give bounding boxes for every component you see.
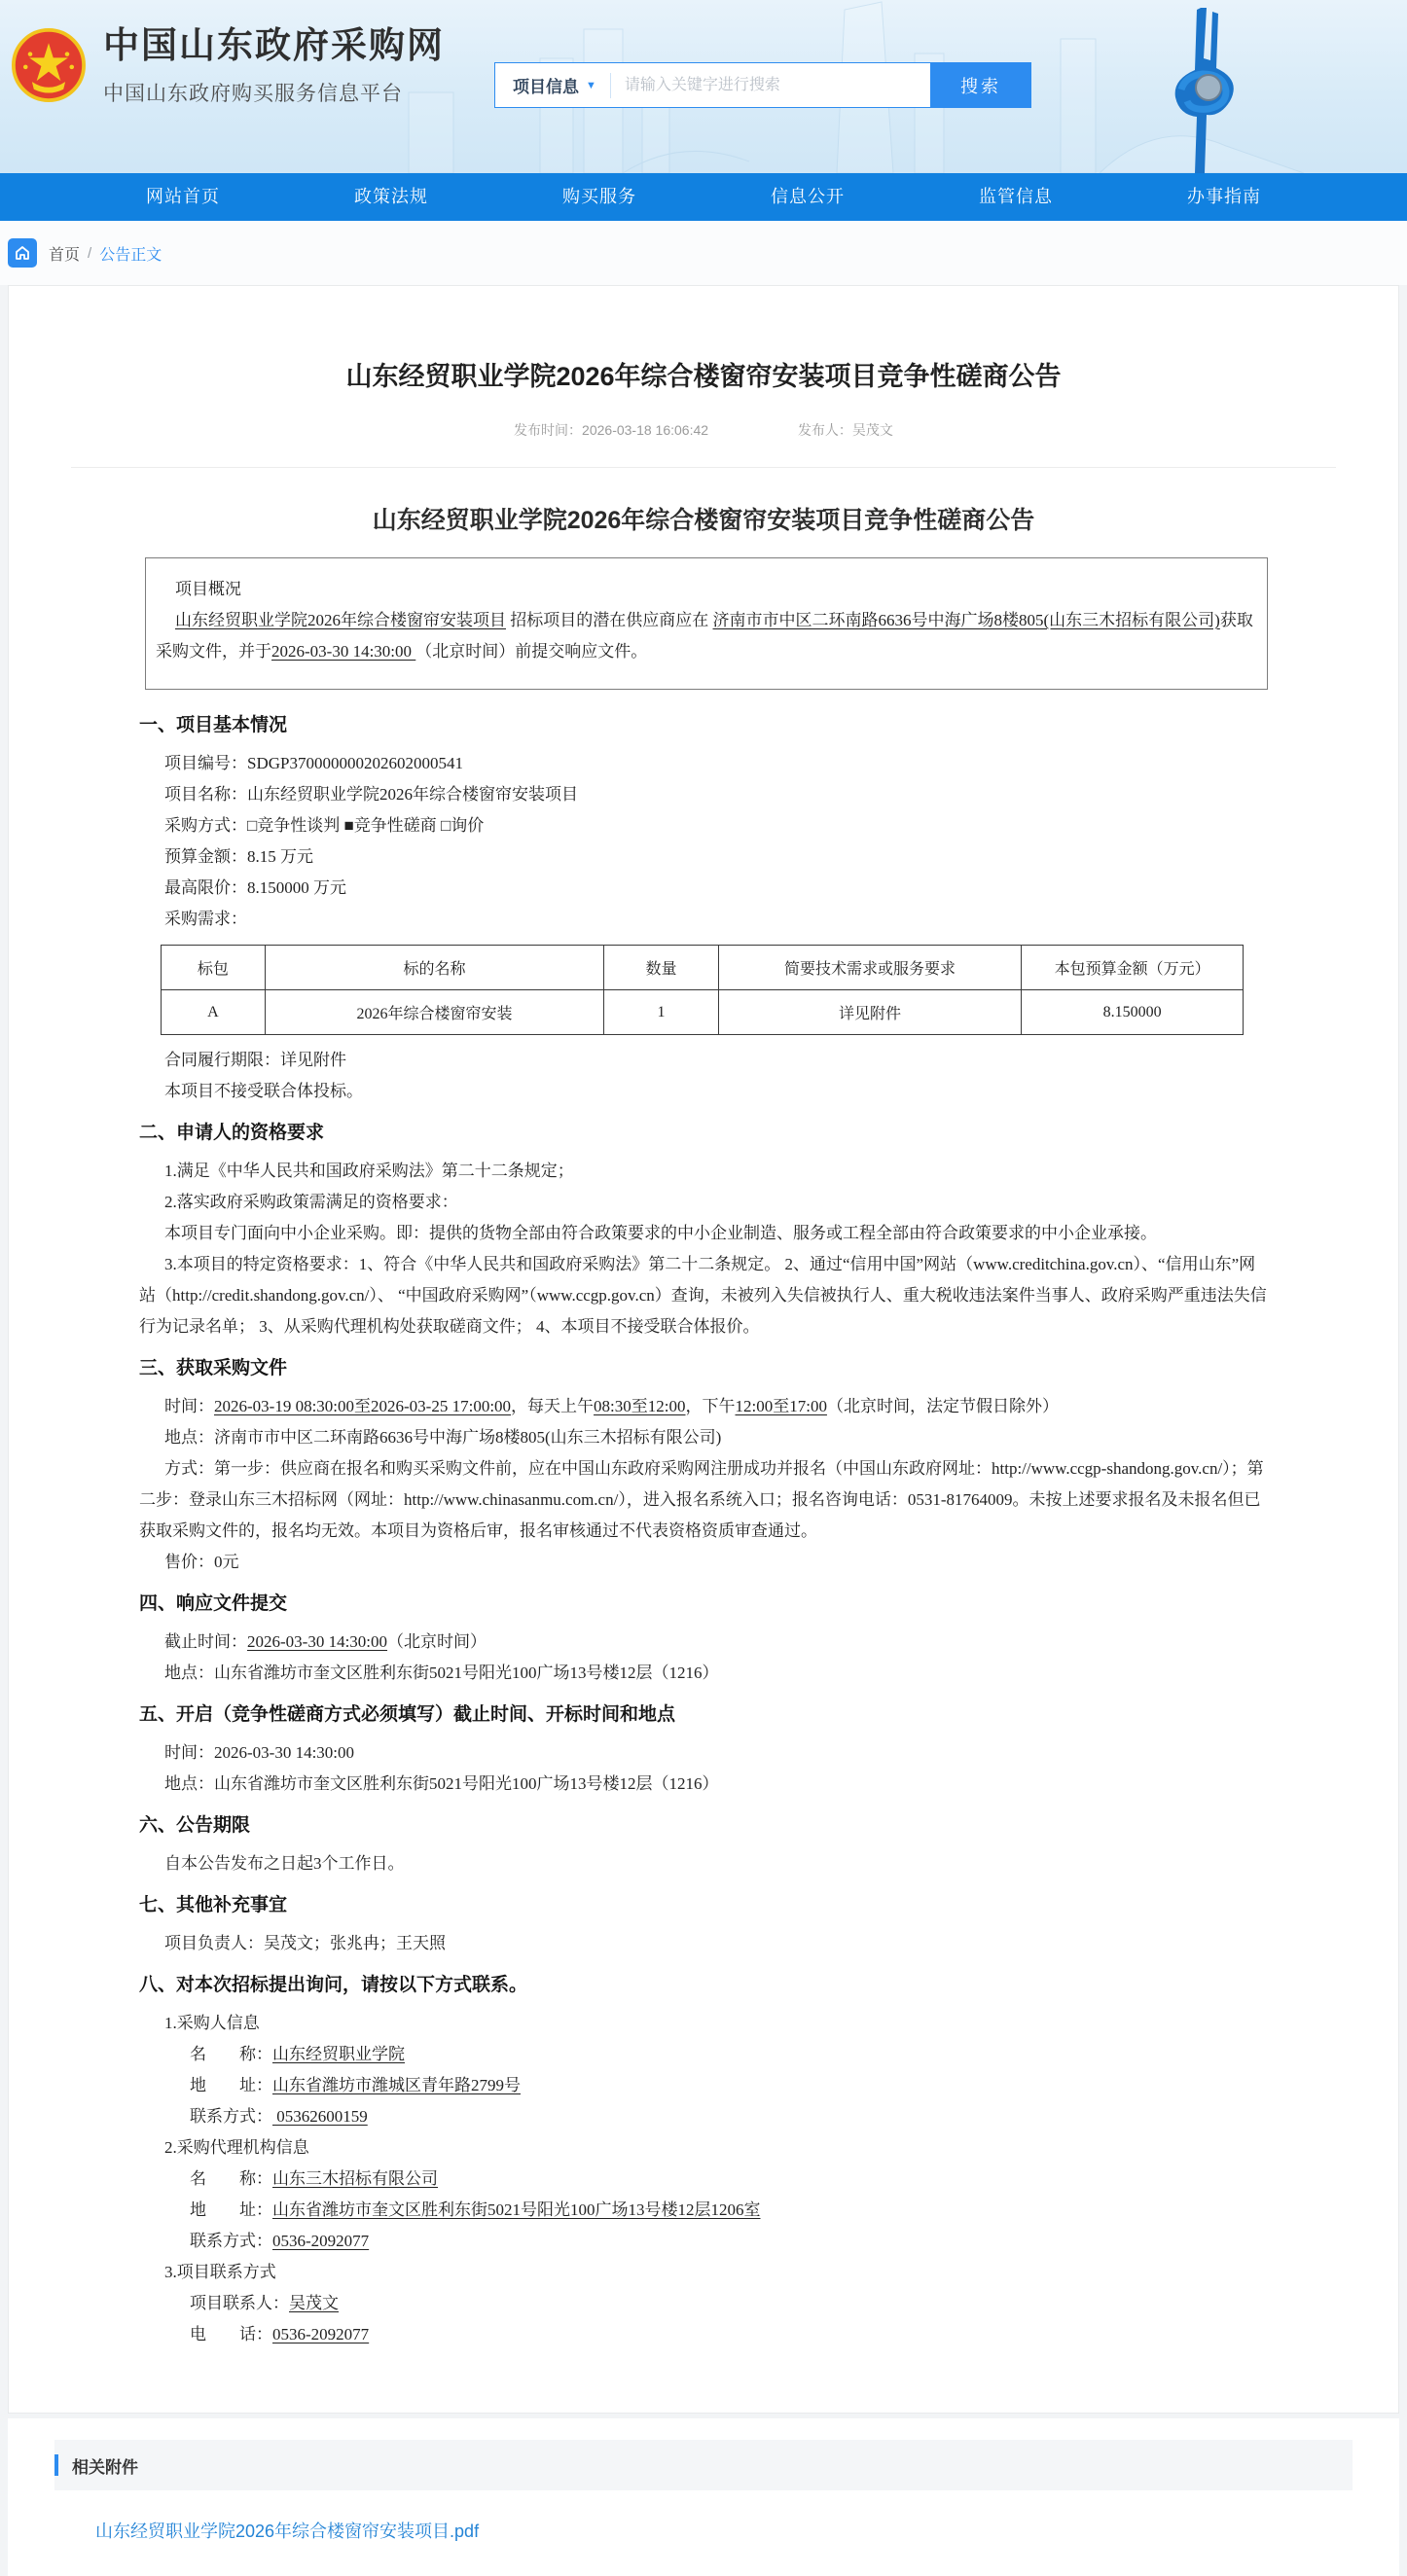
search-category-label: 项目信息 — [513, 78, 579, 96]
doc-paragraph: 2.采购代理机构信息 — [164, 2138, 309, 2158]
doc-paragraph: 地 址：山东省潍坊市潍城区青年路2799号 — [190, 2076, 521, 2095]
accent-bar — [54, 2454, 58, 2476]
doc-paragraph: 1.采购人信息 — [164, 2014, 260, 2033]
publish-time: 发布时间：2026-03-18 16:06:42 — [514, 422, 709, 439]
doc-paragraph: 名 称：山东经贸职业学院 — [190, 2045, 405, 2064]
breadcrumb-current[interactable]: 公告正文 — [99, 246, 162, 264]
doc-paragraph: 联系方式：0536-2092077 — [190, 2232, 370, 2251]
doc-paragraph: 地点：山东省潍坊市奎文区胜利东街5021号阳光100广场13号楼12层（1216） — [164, 1664, 719, 1683]
doc-paragraph: 地点：济南市市中区二环南路6636号中海广场8楼805(山东三木招标有限公司) — [164, 1428, 722, 1448]
national-emblem-icon — [12, 28, 86, 102]
doc-paragraph: 联系方式： 05362600159 — [190, 2107, 368, 2127]
document-title: 山东经贸职业学院2026年综合楼窗帘安装项目竞争性磋商公告 — [372, 507, 1035, 535]
site-title: 中国山东政府采购网 — [103, 25, 445, 65]
announcement-panel — [8, 285, 1399, 2414]
doc-paragraph: 地点：山东省潍坊市奎文区胜利东街5021号阳光100广场13号楼12层（1216） — [164, 1774, 719, 1794]
nav-item-guide[interactable]: 办事指南 — [1187, 187, 1261, 206]
section-heading: 六、公告期限 — [139, 1815, 251, 1837]
search-box — [494, 62, 1031, 108]
home-icon[interactable] — [8, 238, 37, 268]
main-nav — [0, 173, 1407, 221]
doc-paragraph: 项目负责人：吴茂文；张兆冉；王天照 — [164, 1934, 446, 1953]
doc-paragraph: 地 址：山东省潍坊市奎文区胜利东街5021号阳光100广场13号楼12层1206室 — [190, 2200, 761, 2220]
lots-cell: 1 — [604, 990, 718, 1035]
document-body — [139, 703, 1268, 2350]
publish-info — [9, 420, 1398, 440]
chevron-down-icon: ▼ — [586, 79, 596, 91]
search-button[interactable]: 搜索 — [930, 62, 1031, 108]
table-row — [162, 990, 1244, 1035]
section-heading: 八、对本次招标提出询问，请按以下方式联系。 — [139, 1975, 528, 1996]
doc-paragraph: 截止时间：2026-03-30 14:30:00（北京时间） — [164, 1632, 487, 1652]
lots-header-cell: 简要技术需求或服务要求 — [718, 946, 1022, 990]
lots-header-cell: 标包 — [162, 946, 266, 990]
doc-paragraph: 时间：2026-03-19 08:30:00至2026-03-25 17:00:00，每天上午08:30至12:00，下午12:00至17:00（北京时间，法定节假日除外） — [164, 1397, 1059, 1416]
lots-cell: 详见附件 — [718, 990, 1022, 1035]
doc-paragraph: 方式：第一步：供应商在报名和购买采购文件前，应在中国山东政府采购网注册成功并报名（中国山东政府网址：http://www.ccgp-shandong.gov.cn/）；第二步：登录山东三木招标网（网址：http://www.chinasanmu.com.cn/），进入报名系统入口；报名咨询电话：0531-81764009。未按上述要求报名及未报名但已获取采购文件的，报名均无效。本项目为资格后审，报名审核通过不代表资格资质审查通过。 — [139, 1459, 1264, 1541]
attachments-title: 相关附件 — [72, 2457, 138, 2477]
attachment-pdf-link[interactable]: 山东经贸职业学院2026年综合楼窗帘安装项目.pdf — [95, 2522, 480, 2542]
doc-paragraph: 采购需求： — [164, 910, 247, 929]
section-heading: 四、响应文件提交 — [139, 1593, 288, 1615]
nav-item-info-disclosure[interactable]: 信息公开 — [771, 187, 845, 206]
overview-paragraph: 山东经贸职业学院2026年综合楼窗帘安装项目 招标项目的潜在供应商应在 济南市市中区二环南路6636号中海广场8楼805(山东三木招标有限公司)获取采购文件，并于2026-03-30 14:30:00 （北京时间）前提交响应文件。 — [156, 611, 1253, 662]
section-heading: 一、项目基本情况 — [139, 715, 288, 736]
site-logo[interactable] — [12, 23, 445, 107]
lots-header-cell: 本包预算金额（万元） — [1022, 946, 1244, 990]
doc-paragraph: 3.项目联系方式 — [164, 2263, 276, 2282]
doc-paragraph: 合同履行期限：详见附件 — [164, 1051, 346, 1070]
doc-paragraph: 采购方式：□竞争性谈判 ■竞争性磋商 □询价 — [164, 816, 485, 836]
doc-paragraph: 电 话：0536-2092077 — [190, 2325, 370, 2344]
project-overview-box — [145, 557, 1268, 690]
doc-paragraph: 2.落实政府采购政策需满足的资格要求： — [164, 1193, 458, 1212]
lots-cell: 2026年综合楼窗帘安装 — [265, 990, 603, 1035]
nav-item-policies[interactable]: 政策法规 — [354, 187, 428, 206]
section-heading: 三、获取采购文件 — [139, 1358, 288, 1379]
nav-item-home[interactable]: 网站首页 — [146, 187, 220, 206]
page-title: 山东经贸职业学院2026年综合楼窗帘安装项目竞争性磋商公告 — [345, 362, 1062, 392]
doc-paragraph: 1.满足《中华人民共和国政府采购法》第二十二条规定； — [164, 1162, 574, 1181]
lots-header-cell: 标的名称 — [265, 946, 603, 990]
doc-paragraph: 时间：2026-03-30 14:30:00 — [164, 1743, 355, 1763]
doc-paragraph: 售价：0元 — [164, 1553, 239, 1572]
search-category-dropdown[interactable] — [495, 73, 610, 97]
overview-label: 项目概况 — [175, 580, 241, 599]
search-input[interactable] — [611, 63, 930, 107]
site-header — [0, 0, 1407, 173]
breadcrumb-home[interactable]: 首页 — [49, 246, 81, 264]
lots-header-cell: 数量 — [604, 946, 718, 990]
doc-paragraph: 名 称：山东三木招标有限公司 — [190, 2169, 438, 2189]
doc-paragraph: 本项目不接受联合体投标。 — [164, 1082, 363, 1101]
section-heading: 七、其他补充事宜 — [139, 1895, 288, 1916]
lots-table — [161, 945, 1244, 1035]
doc-paragraph: 项目联系人：吴茂文 — [190, 2294, 339, 2313]
lots-cell: 8.150000 — [1022, 990, 1244, 1035]
doc-paragraph: 3.本项目的特定资格要求：1、符合《中华人民共和国政府采购法》第二十二条规定。 2、通过“信用中国”网站（www.creditchina.gov.cn）、“信用山东”网站（http://credit.shandong.gov.cn/）、 “中国政府采购网”（www.ccgp.gov.cn）查询，未被列入失信被执行人、重大税收违法案件当事人、政府采购严重违法失信行为记录名单； 3、从采购代理机构处获取磋商文件； 4、本项目不接受联合体报价。 — [139, 1255, 1267, 1337]
doc-paragraph: 项目编号：SDGP370000000202602000541 — [164, 754, 463, 773]
doc-paragraph: 本项目专门面向中小企业采购。即：提供的货物全部由符合政策要求的中小企业制造、服务或工程全部由符合政策要求的中小企业承接。 — [164, 1224, 1157, 1243]
doc-paragraph: 项目名称：山东经贸职业学院2026年综合楼窗帘安装项目 — [164, 785, 578, 805]
nav-item-supervision[interactable]: 监管信息 — [979, 187, 1053, 206]
spring-sculpture-decoration — [1152, 0, 1259, 173]
publisher: 发布人：吴茂文 — [797, 422, 893, 439]
lots-cell: A — [162, 990, 266, 1035]
nav-item-purchase-services[interactable]: 购买服务 — [562, 187, 636, 206]
attachments-section — [8, 2418, 1399, 2576]
document — [139, 503, 1268, 2350]
title-divider — [71, 467, 1336, 468]
section-heading: 五、开启（竞争性磋商方式必须填写）截止时间、开标时间和地点 — [139, 1704, 676, 1726]
breadcrumb-separator: / — [88, 244, 92, 262]
site-subtitle: 中国山东政府购买服务信息平台 — [103, 83, 403, 105]
attachments-header — [54, 2440, 1353, 2490]
doc-paragraph: 预算金额：8.15 万元 — [164, 847, 313, 867]
section-heading: 二、申请人的资格要求 — [139, 1123, 325, 1144]
doc-paragraph: 最高限价：8.150000 万元 — [164, 878, 346, 898]
doc-paragraph: 自本公告发布之日起3个工作日。 — [164, 1854, 405, 1874]
breadcrumb — [0, 221, 1407, 285]
